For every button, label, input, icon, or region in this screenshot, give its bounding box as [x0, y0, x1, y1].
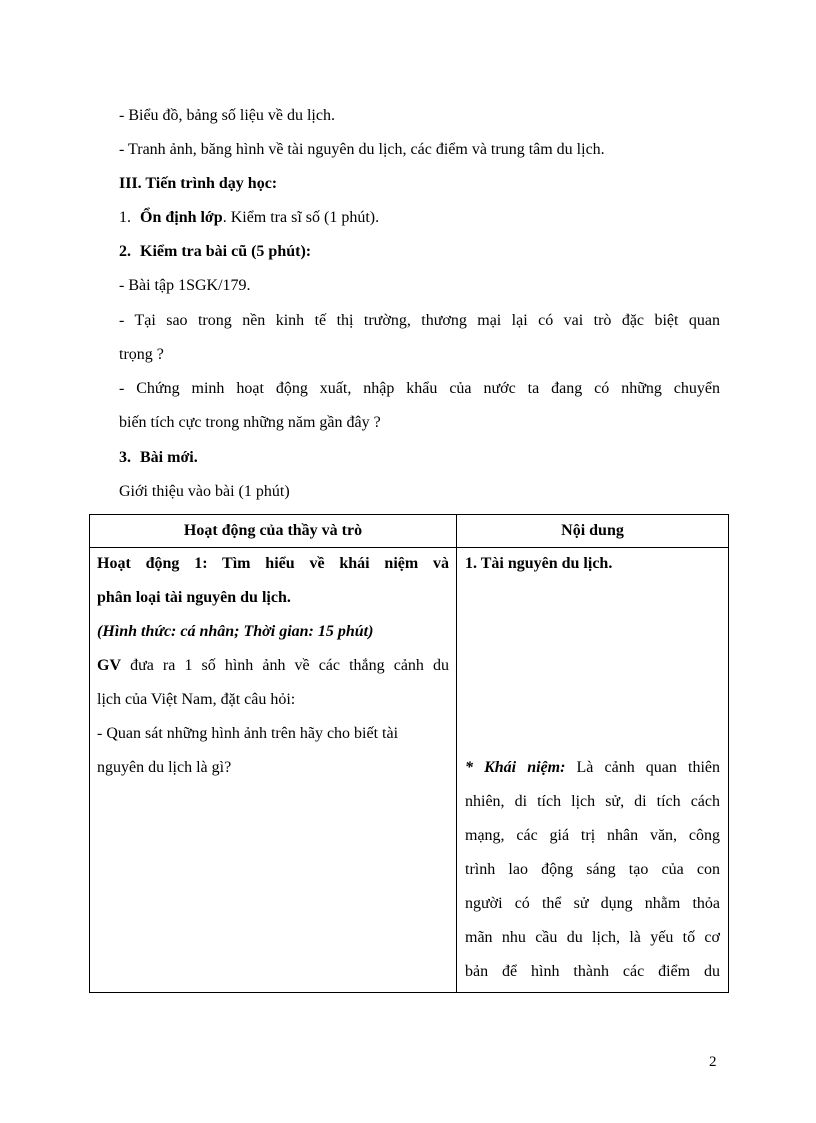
- concept-line-3: mạng, các giá trị nhân văn, công: [465, 827, 720, 844]
- exercise-line: - Bài tập 1SGK/179.: [119, 277, 251, 294]
- step-2-title: Kiểm tra bài cũ (5 phút):: [140, 243, 312, 260]
- activities-cell: [90, 548, 457, 993]
- table-row: [90, 548, 729, 993]
- concept-line-6: mãn nhu cầu du lịch, là yếu tố cơ: [465, 929, 720, 946]
- header-activities: Hoạt động của thầy và trò: [90, 515, 457, 548]
- concept-line-1: [465, 758, 720, 778]
- step-1: [119, 208, 720, 228]
- lesson-table: [89, 514, 729, 993]
- concept-line-7: bản để hình thành các điểm du: [465, 963, 720, 980]
- gv-line-1: [97, 656, 449, 676]
- step-3-title: Bài mới.: [140, 449, 198, 466]
- concept-line-4: trình lao động sáng tạo của con: [465, 861, 720, 878]
- step-2: [119, 242, 720, 262]
- content-heading: 1. Tài nguyên du lịch.: [465, 555, 613, 572]
- gv-line-2: lịch của Việt Nam, đặt câu hỏi:: [97, 691, 296, 708]
- step-3-number: 3.: [119, 449, 131, 466]
- concept-text-1: Là cảnh quan thiên: [565, 759, 721, 776]
- content-cell: [457, 548, 729, 993]
- step-1-number: 1.: [119, 209, 131, 226]
- activity-title-line-1: Hoạt động 1: Tìm hiểu về khái niệm và: [97, 555, 449, 572]
- question-2-line-2: biến tích cực trong những năm gần đây ?: [119, 414, 381, 431]
- question-line-1: - Quan sát những hình ảnh trên hãy cho biết tài: [97, 725, 399, 742]
- step-1-text: . Kiểm tra sĩ số (1 phút).: [222, 209, 380, 226]
- question-line-2: nguyên du lịch là gì?: [97, 759, 232, 776]
- step-2-number: 2.: [119, 243, 131, 260]
- activity-title-line-2: phân loại tài nguyên du lịch.: [97, 589, 291, 606]
- concept-line-5: người có thể sử dụng nhằm thỏa: [465, 895, 720, 912]
- materials-line-1: - Biểu đồ, bảng số liệu về du lịch.: [119, 107, 335, 124]
- activity-format: (Hình thức: cá nhân; Thời gian: 15 phút): [97, 623, 374, 640]
- header-content: Nội dung: [457, 515, 729, 548]
- concept-line-2: nhiên, di tích lịch sử, di tích cách: [465, 793, 720, 810]
- question-1-line-1: - Tại sao trong nền kinh tế thị trường, thương mại lại có vai trò đặc biệt quan: [119, 312, 720, 329]
- table-header-row: [90, 515, 729, 548]
- intro-line: Giới thiệu vào bài (1 phút): [119, 483, 290, 500]
- section-heading: III. Tiến trình dạy học:: [119, 175, 278, 192]
- gv-label: GV: [97, 657, 121, 674]
- concept-label: * Khái niệm:: [465, 759, 566, 776]
- question-1-line-2: trọng ?: [119, 346, 164, 363]
- step-1-title: Ổn định lớp: [140, 209, 223, 226]
- gv-text-1: đưa ra 1 số hình ảnh về các thắng cảnh du: [121, 657, 449, 674]
- question-2-line-1: - Chứng minh hoạt động xuất, nhập khẩu của nước ta đang có những chuyển: [119, 380, 720, 397]
- step-3: [119, 448, 720, 468]
- materials-line-2: - Tranh ảnh, băng hình về tài nguyên du lịch, các điểm và trung tâm du lịch.: [119, 141, 605, 158]
- page-number: 2: [709, 1054, 717, 1070]
